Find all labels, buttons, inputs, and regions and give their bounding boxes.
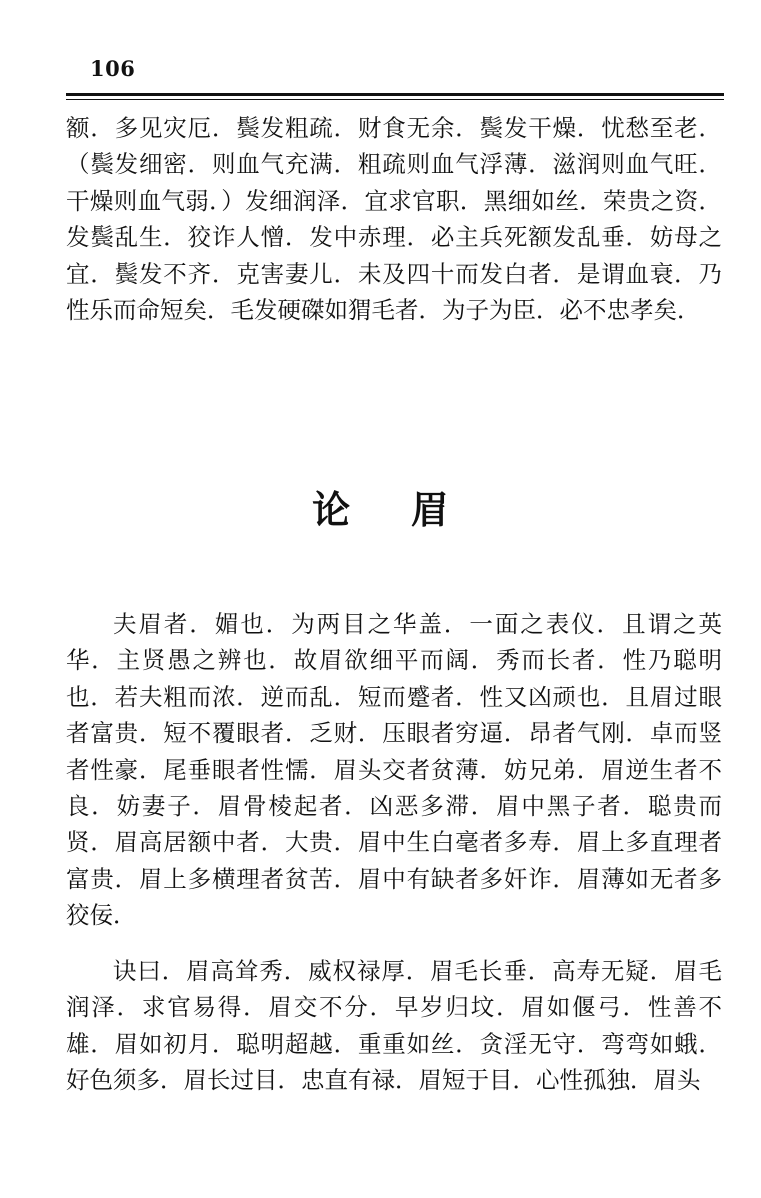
section-paragraph-block-2 bbox=[66, 953, 722, 1099]
section-paragraph: 夫眉者．媚也．为两目之华盖．一面之表仪．且谓之英华．主贤愚之辨也．故眉欲细平而阔．秀而长者．性乃聪明也．若夫粗而浓．逆而乱．短而蹙者．性又凶顽也．且眉过眼者富贵．短不覆眼者．乏财．压眼者穷逼．昂者气刚．卓而竖者性豪．尾垂眼者性懦．眉头交者贫薄．妨兄弟．眉逆生者不良．妨妻子．眉骨棱起者．凶恶多滞．眉中黑子者．聪贵而贤．眉高居额中者．大贵．眉中生白毫者多寿．眉上多直理者富贵．眉上多横理者贫苦．眉中有缺者多奸诈．眉薄如无者多狡佞． bbox=[66, 610, 722, 930]
continuation-block bbox=[66, 110, 722, 328]
section-title: 论眉 bbox=[312, 487, 510, 532]
continuation-paragraph: 额．多见灾厄．鬓发粗疏．财食无余．鬓发干燥．忧愁至老．（鬓发细密．则血气充满．粗疏则血气浮薄．滋润则血气旺．干燥则血气弱．）发细润泽．宜求官职．黑细如丝．荣贵之资．发鬓乱生．狡诈人憎．发中赤理．必主兵死额发乱垂．妨母之宜．鬓发不齐．克害妻儿．未及四十而发白者．是谓血衰．乃性乐而命短矣．毛发硬磔如猬毛者．为子为臣．必不忠孝矣． bbox=[66, 114, 722, 325]
section-paragraph-block-1 bbox=[66, 606, 722, 934]
section-paragraph: 诀曰．眉高耸秀．威权禄厚．眉毛长垂．高寿无疑．眉毛润泽．求官易得．眉交不分．早岁归坟．眉如偃弓．性善不雄．眉如初月．聪明超越．重重如丝．贪淫无守．弯弯如蛾．好色须多．眉长过目．忠直有禄．眉短于目．心性孤独．眉头 bbox=[66, 957, 722, 1095]
page-number: 106 bbox=[90, 56, 136, 81]
header-rule-thin bbox=[66, 99, 724, 100]
header-rule-thick bbox=[66, 93, 724, 96]
